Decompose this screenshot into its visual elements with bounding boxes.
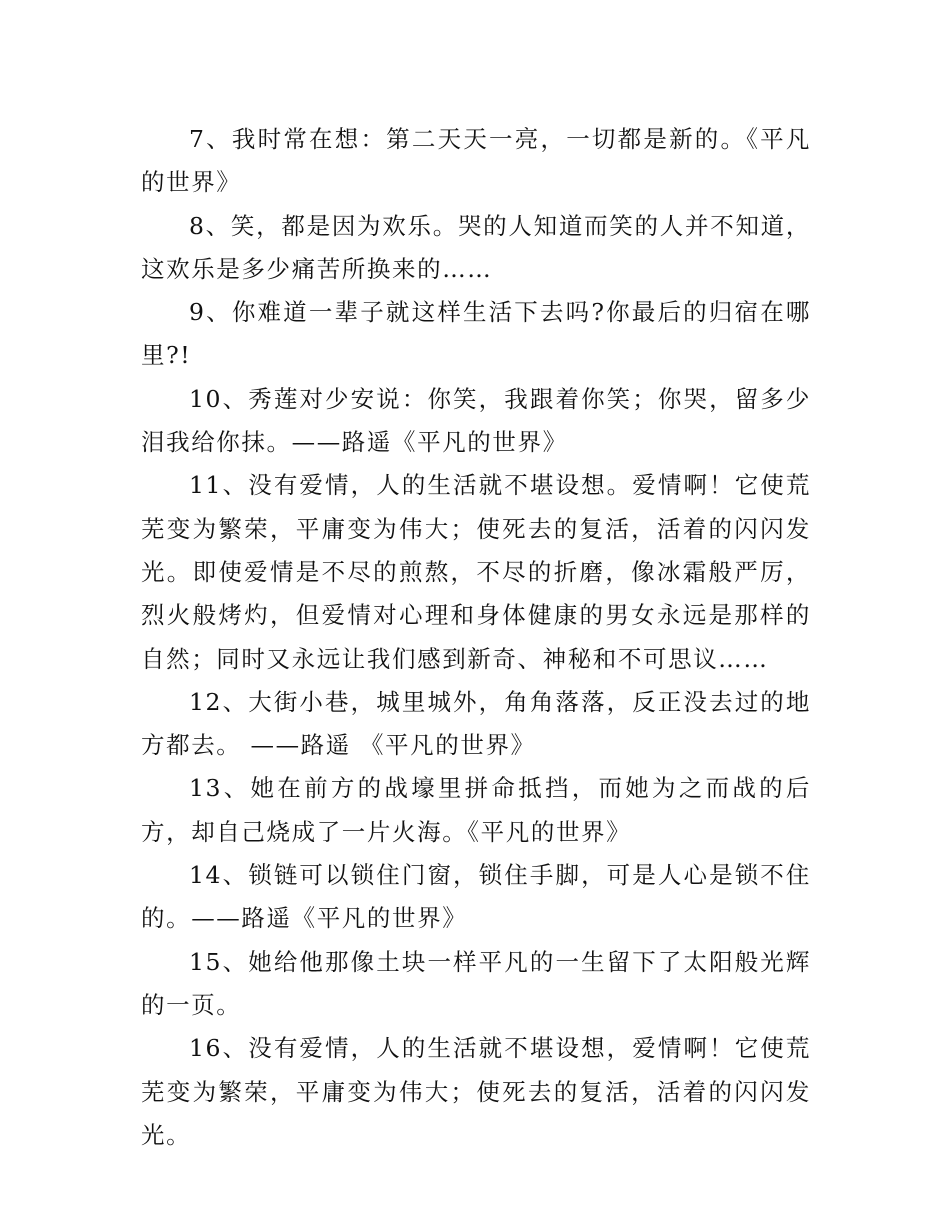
- quote-paragraph-10: 10、秀莲对少安说：你笑，我跟着你笑；你哭，留多少泪我给你抹。——路遥《平凡的世界》: [141, 384, 811, 457]
- quote-paragraph-8: 8、笑，都是因为欢乐。哭的人知道而笑的人并不知道，这欢乐是多少痛苦所换来的……: [141, 211, 811, 283]
- quote-paragraph-11: 11、没有爱情，人的生活就不堪设想。爱情啊！它使荒芜变为繁荣，平庸变为伟大；使死去的复活，活着的闪闪发光。即使爱情是不尽的煎熬，不尽的折磨，像冰霜般严厉，烈火般烤灼，但爱情对心理和身体健康的男女永远是那样的自然；同时又永远让我们感到新奇、神秘和不可思议……: [141, 471, 811, 673]
- quote-paragraph-7: 7、我时常在想：第二天天一亮，一切都是新的。《平凡的世界》: [141, 125, 811, 197]
- quote-paragraph-12: 12、大街小巷，城里城外，角角落落，反正没去过的地方都去。 ——路遥 《平凡的世界》: [141, 687, 811, 760]
- quote-paragraph-14: 14、锁链可以锁住门窗，锁住手脚，可是人心是锁不住的。——路遥《平凡的世界》: [141, 861, 811, 933]
- quote-paragraph-16: 16、没有爱情，人的生活就不堪设想，爱情啊！它使荒芜变为繁荣，平庸变为伟大；使死去的复活，活着的闪闪发光。: [141, 1034, 811, 1149]
- quote-paragraph-9: 9、你难道一辈子就这样生活下去吗?你最后的归宿在哪里?!: [141, 298, 811, 370]
- quote-paragraph-13: 13、她在前方的战壕里拼命抵挡，而她为之而战的后方，却自己烧成了一片火海。《平凡的世界》: [141, 774, 811, 846]
- quote-paragraph-15: 15、她给他那像土块一样平凡的一生留下了太阳般光辉的一页。: [141, 947, 811, 1019]
- quote-list: [141, 118, 811, 1157]
